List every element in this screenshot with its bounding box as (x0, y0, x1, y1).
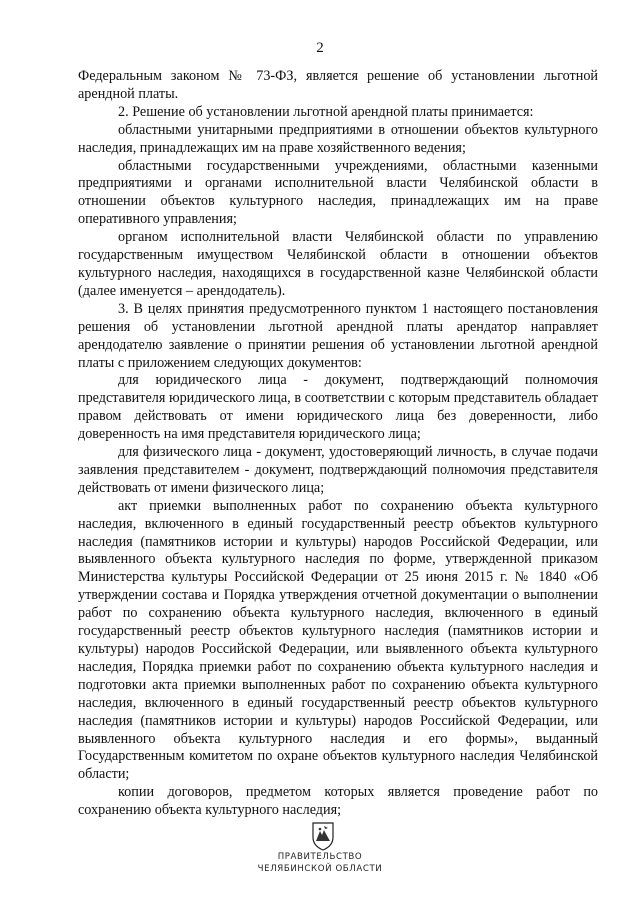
coat-of-arms-icon (311, 821, 335, 851)
paragraph: областными унитарными предприятиями в отношении объектов культурного наследия, принадлежащих им на праве хозяйственного ведения; (78, 121, 598, 156)
paragraph: акт приемки выполненных работ по сохранению объекта культурного наследия, включенного в единый государственный реестр объектов культурного наследия (памятников истории и культуры) народов Российской Федерации, или выявленного объекта культурного наследия по форме, утвержденной приказом Министерства культуры Российской Федерации от 25 июня 2015 г. № 1840 «Об утверждении состава и Порядка утверждения отчетной документации о выполнении работ по сохранению объекта культурного наследия, включенного в единый государственный реестр объектов культурного наследия (памятников истории и культуры) народов Российской Федерации, или выявленного объекта культурного наследия, Порядка приемки работ по сохранению объекта культурного наследия и подготовки акта приемки выполненных работ по сохранению объекта культурного наследия, включенного в единый государственный реестр объектов культурного наследия (памятников истории и культуры) народов Российской Федерации, или выявленного объекта культурного наследия и его формы», выданный Государственным комитетом по охране объектов культурного наследия Челябинской области; (78, 497, 598, 783)
paragraph: для юридического лица - документ, подтверждающий полномочия представителя юридического лица, в соответствии с которым представитель обладает правом действовать от имени юридического лица без доверенности, либо доверенность на имя представителя юридического лица; (78, 372, 598, 443)
paragraph: 2. Решение об установлении льготной арендной платы принимается: (118, 103, 534, 120)
paragraph: областными государственными учреждениями, областными казенными предприятиями и органами исполнительной власти Челябинской области в отношении объектов культурного наследия, принадлежащих им на праве оперативного управления; (78, 157, 598, 228)
document-body (78, 68, 598, 820)
footer-line-2: ЧЕЛЯБИНСКОЙ ОБЛАСТИ (257, 864, 383, 874)
paragraph: копии договоров, предметом которых является проведение работ по сохранению объекта культурного наследия; (78, 784, 598, 819)
paragraph: 3. В целях принятия предусмотренного пунктом 1 настоящего постановления решения об установлении льготной арендной платы арендатор направляет арендодателю заявление о принятии решения об установлении льготной арендной платы с приложением следующих документов: (78, 300, 598, 371)
paragraph: Федеральным законом № 73-ФЗ, является решение об установлении льготной арендной платы. (78, 68, 598, 102)
page-number: 2 (316, 40, 324, 56)
footer-line-1: ПРАВИТЕЛЬСТВО (277, 852, 363, 862)
paragraph: органом исполнительной власти Челябинской области по управлению государственным имуществом Челябинской области в отношении объектов культурного наследия, находящихся в государственной казне Челябинской области (далее именуется – арендодатель). (78, 229, 598, 299)
paragraph: для физического лица - документ, удостоверяющий личность, в случае подачи заявления представителем - документ, подтверждающий полномочия представителя действовать от имени физического лица; (78, 444, 598, 496)
